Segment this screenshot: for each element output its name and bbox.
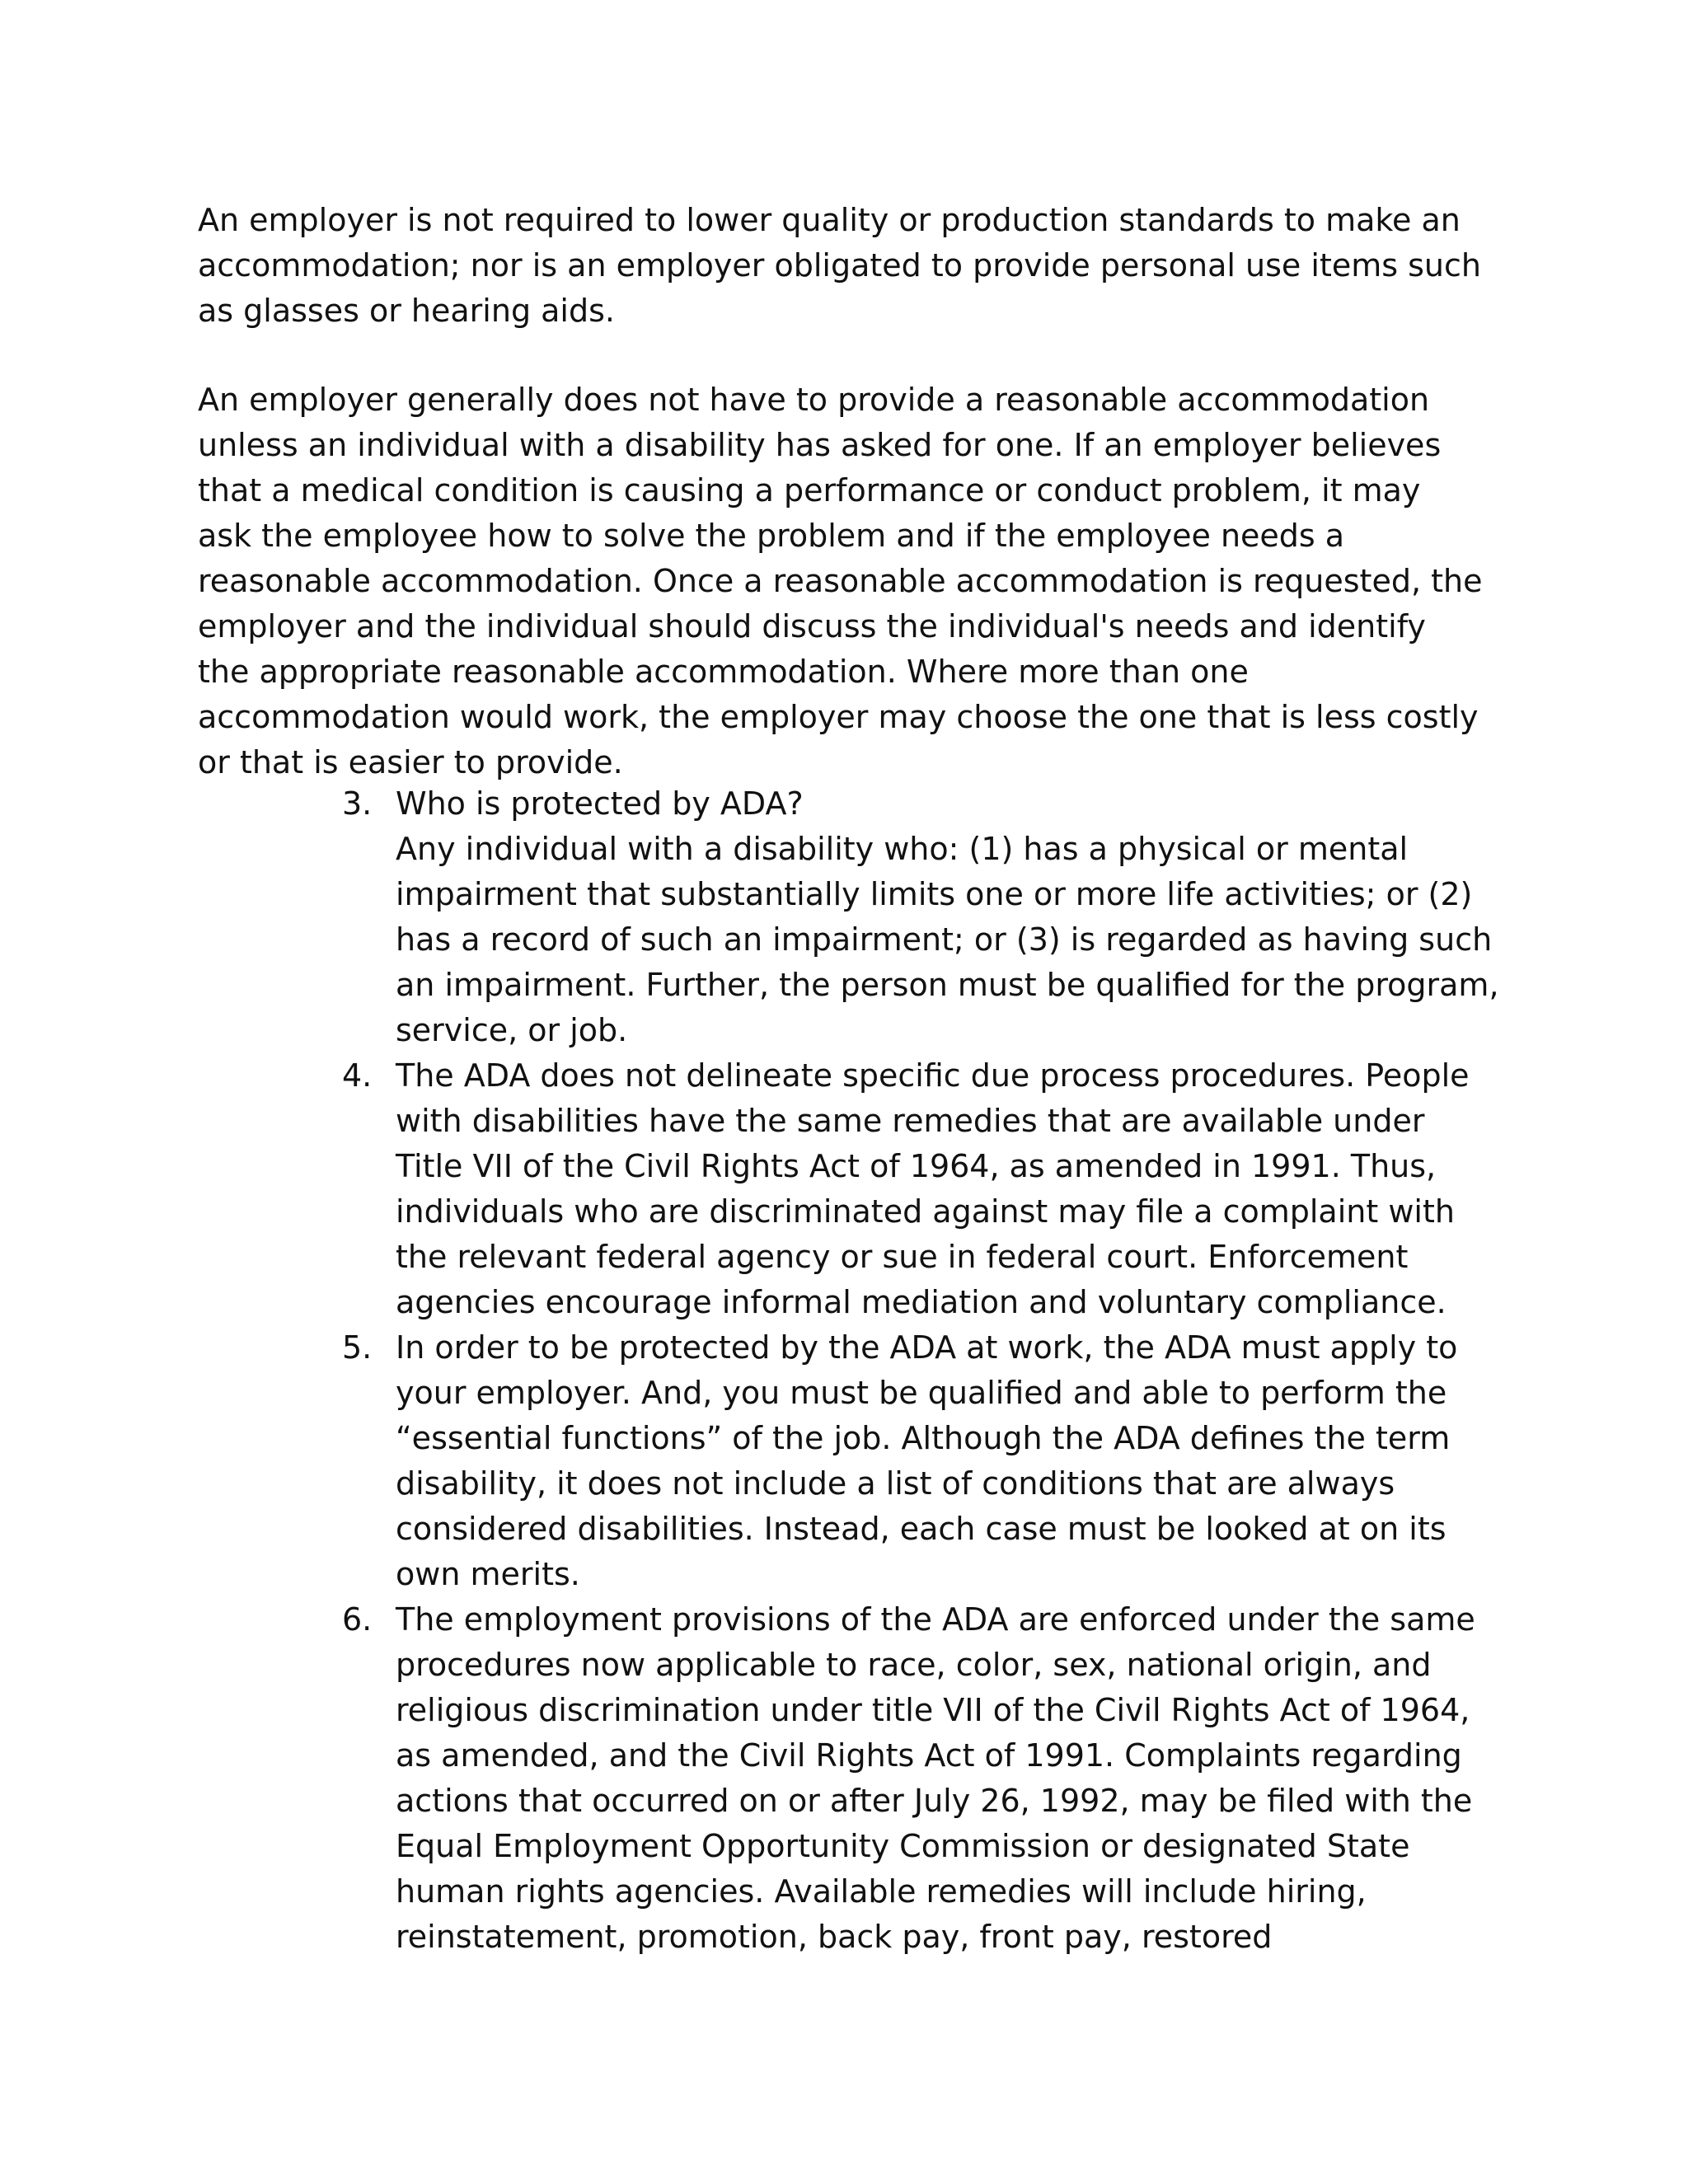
list-item-5 <box>198 1325 1500 1597</box>
list-item-4 <box>198 1053 1500 1325</box>
list-item-text: The employment provisions of the ADA are enforced under the same procedures now applicable to race, color, sex, national origin, and religious discrimination under title VII of the Civil Rights Act of 1964, as amended, and the Civil Rights Act of 1991. Complaints regarding actions that occurred on or after July 26, 1992, may be filed with the Equal Employment Opportunity Commission or designated State human rights agencies. Available remedies will include hiring, reinstatement, promotion, back pay, front pay, restored <box>396 1601 1475 1955</box>
list-item-number: 5. <box>342 1329 373 1366</box>
paragraph-reasonable-accommodation: An employer generally does not have to provide a reasonable accommodation unless an individual with a disability has asked for one. If an employer believes that a medical condition is causing a performance or conduct problem, it may ask the employee how to solve the problem and if the employee needs a reasonable accommodation. Once a reasonable accommodation is requested, the employer and the individual should discuss the individual's needs and identify the appropriate reasonable accommodation. Where more than one accommodation would work, the employer may choose the one that is less costly or that is easier to provide. <box>198 382 1483 780</box>
list-item-number: 6. <box>342 1601 373 1638</box>
list-item-number: 3. <box>342 785 373 822</box>
paragraph-personal-use-items: An employer is not required to lower quality or production standards to make an accommodation; nor is an employer obligated to provide personal use items such as glasses or hearing aids. <box>198 202 1481 329</box>
list-item-6 <box>198 1597 1500 1960</box>
list-item-number: 4. <box>342 1057 373 1094</box>
numbered-list <box>198 781 1500 1960</box>
list-item-text: In order to be protected by the ADA at work, the ADA must apply to your employer. And, you must be qualified and able to perform the “essential functions” of the job. Although the ADA defines the term disability, it does not include a list of conditions that are always considered disabilities. Instead, each case must be looked at on its own merits. <box>396 1329 1458 1592</box>
list-item-3 <box>198 781 1500 1053</box>
list-item-text: The ADA does not delineate specific due process procedures. People with disabilities have the same remedies that are available under Title VII of the Civil Rights Act of 1964, as amended in 1991. Thus, individuals who are discriminated against may file a complaint with the relevant federal agency or sue in federal court. Enforcement agencies encourage informal mediation and voluntary compliance. <box>396 1057 1470 1320</box>
list-item-text: Who is protected by ADA? Any individual with a disability who: (1) has a physical or mental impairment that substantially limits one or more life activities; or (2) has a record of such an impairment; or (3) is regarded as having such an impairment. Further, the person must be qualified for the program, service, or job. <box>396 785 1499 1048</box>
